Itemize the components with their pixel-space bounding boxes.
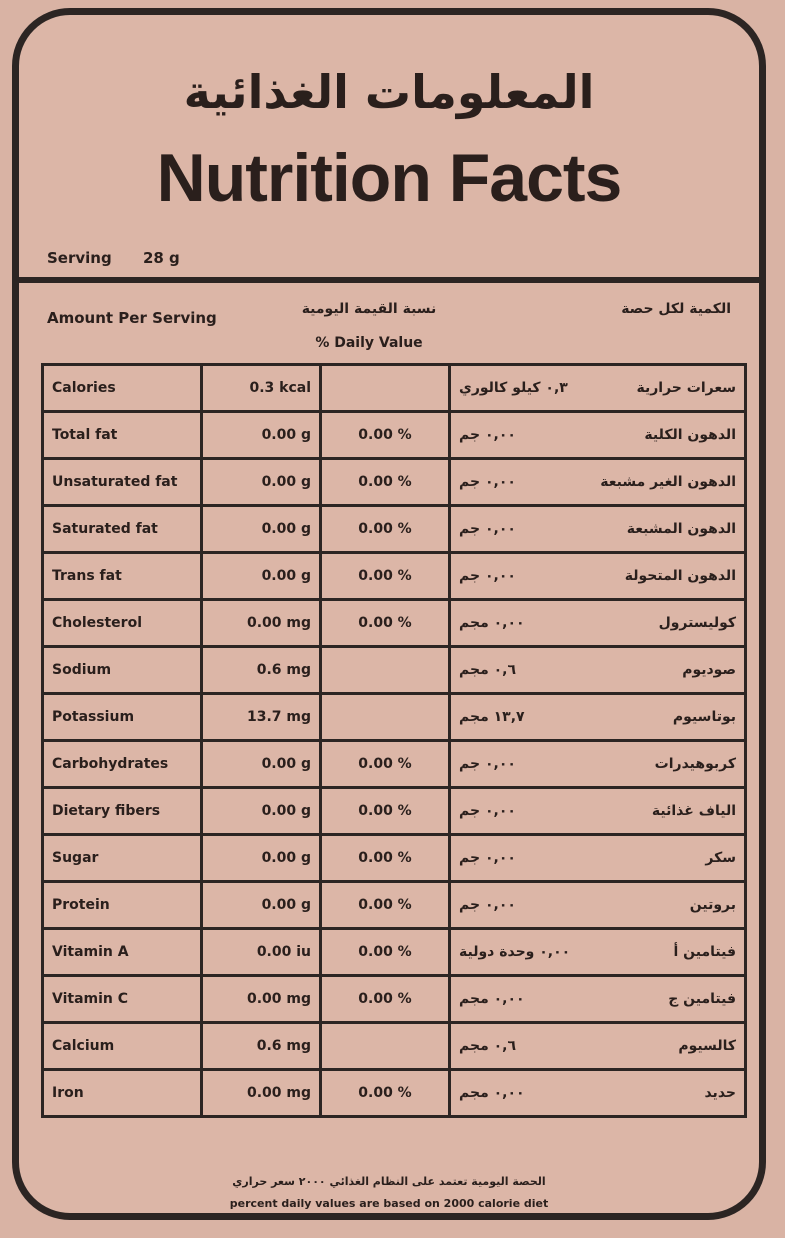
nutrient-daily-value: 0.00 %: [321, 412, 450, 459]
nutrient-arabic-cell: [450, 459, 746, 506]
nutrient-amount-arabic: ٠,٠٠ جم: [459, 850, 516, 866]
nutrient-name-arabic: سكر: [705, 850, 736, 866]
nutrient-arabic-cell: [450, 976, 746, 1023]
divider-thick: [19, 277, 759, 283]
nutrient-amount: 0.00 g: [202, 741, 321, 788]
nutrient-amount: 13.7 mg: [202, 694, 321, 741]
nutrient-amount-arabic: ٠,٦ مجم: [459, 1038, 517, 1054]
nutrient-name-arabic: كوليسترول: [658, 615, 736, 631]
table-row: [43, 412, 746, 459]
nutrient-daily-value: 0.00 %: [321, 1070, 450, 1117]
nutrient-name: Calcium: [43, 1023, 202, 1070]
nutrient-daily-value: 0.00 %: [321, 459, 450, 506]
nutrient-name-arabic: بروتين: [689, 897, 736, 913]
nutrient-amount: 0.00 g: [202, 835, 321, 882]
nutrient-name: Sugar: [43, 835, 202, 882]
serving-value: 28 g: [142, 249, 180, 267]
nutrient-amount-arabic: ٠,٠٠ جم: [459, 803, 516, 819]
nutrient-amount: 0.00 g: [202, 412, 321, 459]
nutrient-arabic-cell: [450, 553, 746, 600]
table-row: [43, 1023, 746, 1070]
nutrient-amount-arabic: ٠,٠٠ جم: [459, 568, 516, 584]
nutrient-amount-arabic: ٠,٠٠ جم: [459, 756, 516, 772]
nutrient-amount-arabic: ٠,٣ كيلو كالوري: [459, 380, 568, 396]
nutrient-amount-arabic: ٠,٠٠ جم: [459, 474, 516, 490]
nutrient-name-arabic: فيتامين ج: [668, 991, 736, 1007]
table-row: [43, 1070, 746, 1117]
nutrient-name: Total fat: [43, 412, 202, 459]
nutrient-arabic-cell: [450, 694, 746, 741]
title-english: Nutrition Facts: [156, 140, 622, 216]
nutrient-amount: 0.00 g: [202, 882, 321, 929]
nutrient-arabic-cell: [450, 647, 746, 694]
nutrient-name-arabic: الدهون المشبعة: [626, 521, 736, 537]
table-row: [43, 741, 746, 788]
nutrient-amount: 0.6 mg: [202, 1023, 321, 1070]
nutrient-daily-value: 0.00 %: [321, 600, 450, 647]
nutrient-daily-value: 0.00 %: [321, 976, 450, 1023]
nutrient-name: Protein: [43, 882, 202, 929]
nutrient-amount: 0.00 g: [202, 553, 321, 600]
amount-per-serving-label: Amount Per Serving: [47, 309, 217, 327]
nutrient-amount: 0.00 g: [202, 459, 321, 506]
nutrient-name: Sodium: [43, 647, 202, 694]
nutrient-amount-arabic: ٠,٠٠ مجم: [459, 1085, 525, 1101]
nutrient-amount: 0.00 mg: [202, 976, 321, 1023]
nutrient-name-arabic: فيتامين أ: [673, 944, 736, 960]
table-row: [43, 835, 746, 882]
nutrient-daily-value: 0.00 %: [321, 788, 450, 835]
nutrient-arabic-cell: [450, 365, 746, 412]
nutrient-arabic-cell: [450, 788, 746, 835]
table-row: [43, 694, 746, 741]
table-row: [43, 459, 746, 506]
table-row: [43, 506, 746, 553]
title-arabic: المعلومات الغذائية: [183, 65, 595, 119]
nutrient-amount-arabic: ٠,٠٠ مجم: [459, 615, 525, 631]
nutrient-arabic-cell: [450, 506, 746, 553]
table-row: [43, 553, 746, 600]
footnote-english: percent daily values are based on 2000 calorie diet: [229, 1197, 549, 1210]
table-row: [43, 882, 746, 929]
nutrient-name: Calories: [43, 365, 202, 412]
nutrient-name: Carbohydrates: [43, 741, 202, 788]
nutrition-label: [12, 8, 766, 1220]
nutrient-arabic-cell: [450, 412, 746, 459]
nutrient-name: Dietary fibers: [43, 788, 202, 835]
nutrient-name-arabic: الياف غذائية: [651, 803, 736, 819]
table-row: [43, 929, 746, 976]
table-row: [43, 600, 746, 647]
nutrient-daily-value: 0.00 %: [321, 506, 450, 553]
nutrient-name-arabic: الدهون المتحولة: [624, 568, 736, 584]
nutrient-name: Iron: [43, 1070, 202, 1117]
nutrient-daily-value: 0.00 %: [321, 929, 450, 976]
nutrient-arabic-cell: [450, 835, 746, 882]
nutrient-amount: 0.00 mg: [202, 1070, 321, 1117]
nutrient-amount-arabic: ٠,٠٠ جم: [459, 427, 516, 443]
nutrient-arabic-cell: [450, 929, 746, 976]
nutrient-arabic-cell: [450, 600, 746, 647]
nutrient-name: Trans fat: [43, 553, 202, 600]
nutrient-name: Cholesterol: [43, 600, 202, 647]
nutrient-daily-value: [321, 1023, 450, 1070]
nutrient-name-arabic: صوديوم: [682, 662, 736, 678]
nutrient-amount: 0.00 g: [202, 506, 321, 553]
amount-per-serving-label-arabic: الكمية لكل حصة: [621, 301, 731, 317]
table-row: [43, 365, 746, 412]
table-row: [43, 647, 746, 694]
nutrient-amount-arabic: ٠,٠٠ وحدة دولية: [459, 944, 571, 960]
nutrient-amount: 0.00 mg: [202, 600, 321, 647]
footnote-arabic: الحصة اليومية تعتمد على النظام الغذائي ٢٠٠٠ سعر حراري: [232, 1175, 546, 1188]
nutrient-arabic-cell: [450, 882, 746, 929]
nutrient-name-arabic: كالسيوم: [678, 1038, 736, 1054]
nutrient-daily-value: 0.00 %: [321, 553, 450, 600]
nutrient-arabic-cell: [450, 741, 746, 788]
daily-value-label-arabic: نسبة القيمة اليومية: [301, 301, 437, 317]
nutrient-daily-value: [321, 694, 450, 741]
nutrient-name: Vitamin A: [43, 929, 202, 976]
serving-label: Serving: [47, 249, 112, 267]
nutrient-arabic-cell: [450, 1023, 746, 1070]
table-row: [43, 976, 746, 1023]
nutrient-name-arabic: الدهون الكلية: [644, 427, 736, 443]
nutrient-name: Vitamin C: [43, 976, 202, 1023]
nutrient-daily-value: [321, 647, 450, 694]
nutrient-daily-value: 0.00 %: [321, 882, 450, 929]
nutrient-amount: 0.00 g: [202, 788, 321, 835]
daily-value-label-english: % Daily Value: [315, 335, 423, 351]
nutrient-name: Potassium: [43, 694, 202, 741]
nutrient-arabic-cell: [450, 1070, 746, 1117]
nutrient-amount: 0.6 mg: [202, 647, 321, 694]
nutrient-amount-arabic: ٠,٠٠ مجم: [459, 991, 525, 1007]
nutrient-amount-arabic: ٠,٦ مجم: [459, 662, 517, 678]
nutrient-amount: 0.00 iu: [202, 929, 321, 976]
nutrient-name-arabic: الدهون الغير مشبعة: [600, 474, 736, 490]
serving-size: [47, 249, 180, 267]
nutrient-daily-value: 0.00 %: [321, 835, 450, 882]
nutrient-table: [41, 363, 747, 1118]
nutrient-name-arabic: كربوهيدرات: [654, 756, 736, 772]
nutrient-name: Unsaturated fat: [43, 459, 202, 506]
nutrient-amount: 0.3 kcal: [202, 365, 321, 412]
nutrient-name-arabic: بوتاسيوم: [672, 709, 736, 725]
nutrient-name: Saturated fat: [43, 506, 202, 553]
nutrient-amount-arabic: ١٣,٧ مجم: [459, 709, 525, 725]
nutrient-daily-value: [321, 365, 450, 412]
table-row: [43, 788, 746, 835]
nutrient-amount-arabic: ٠,٠٠ جم: [459, 897, 516, 913]
nutrient-name-arabic: حديد: [704, 1085, 736, 1101]
nutrient-amount-arabic: ٠,٠٠ جم: [459, 521, 516, 537]
nutrient-name-arabic: سعرات حرارية: [636, 380, 736, 396]
nutrient-daily-value: 0.00 %: [321, 741, 450, 788]
